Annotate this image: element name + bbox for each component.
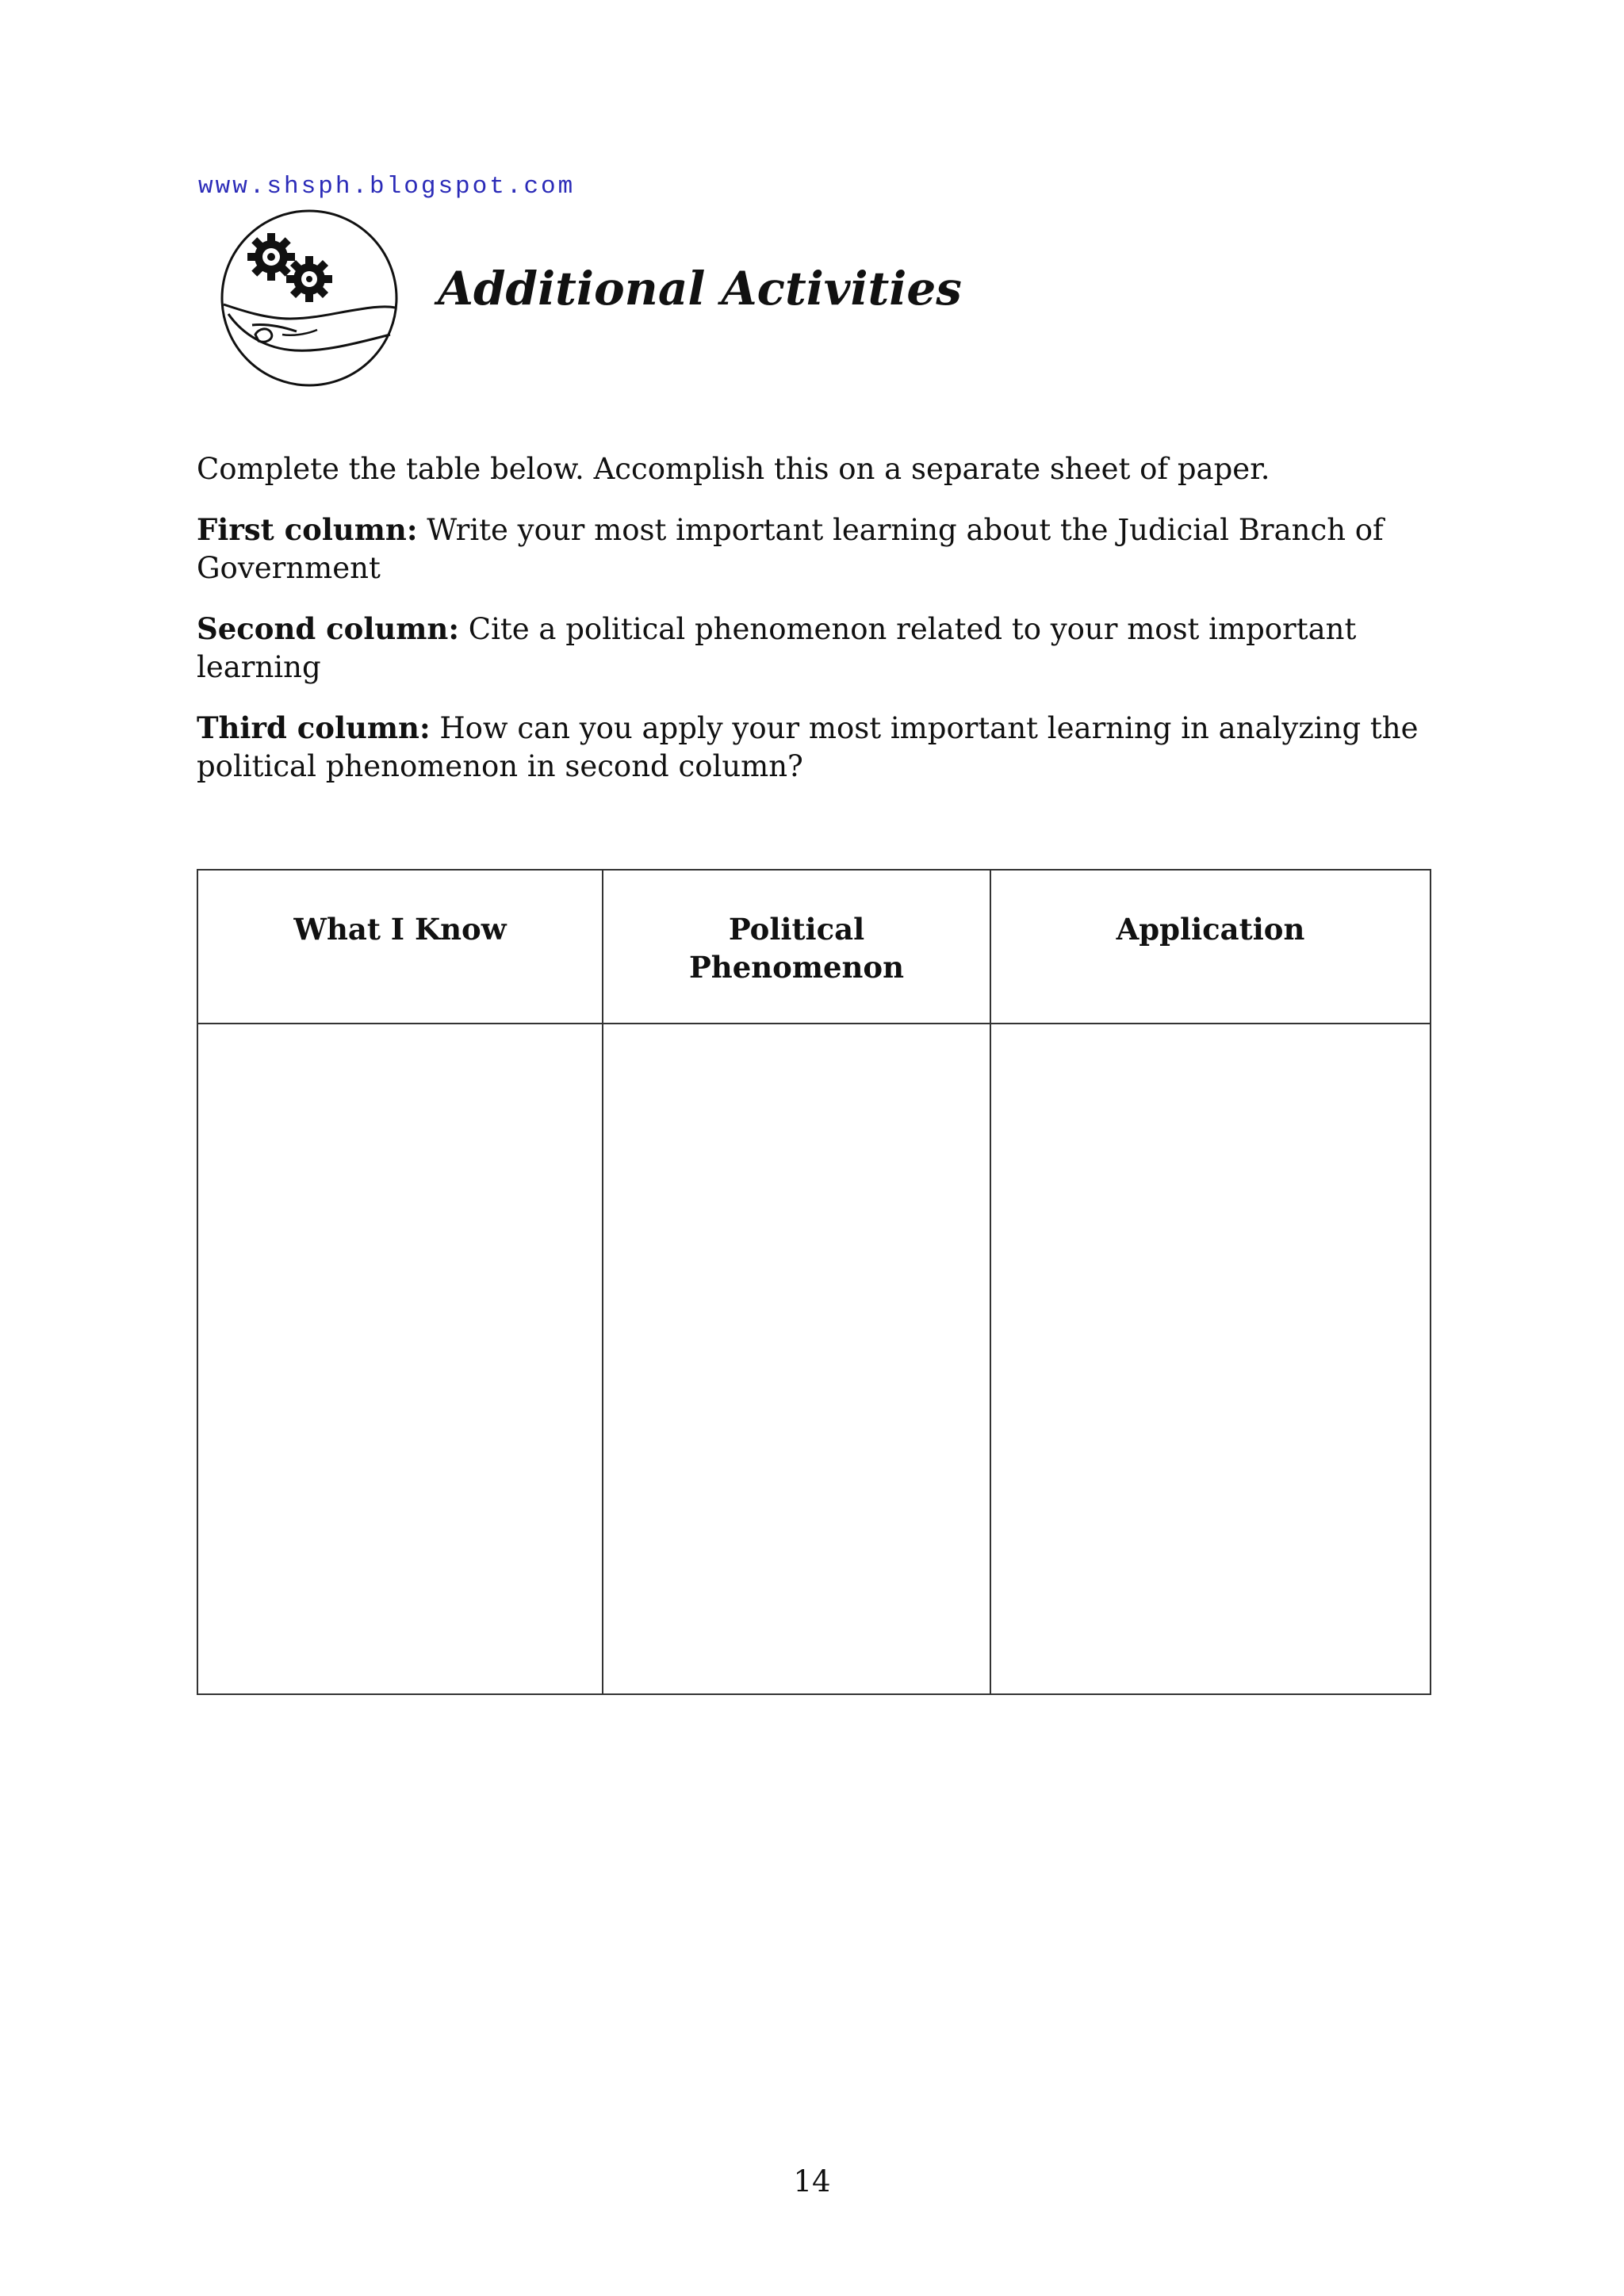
table-row [197,1024,1431,1694]
header-political-phenomenon: Political Phenomenon [603,870,990,1024]
instruction-first-column [197,511,1434,587]
instruction-label: Third column: [197,710,431,745]
instruction-label: First column: [197,512,418,547]
instruction-label: Second column: [197,611,459,646]
table-header-row [197,870,1431,1024]
instructions-intro: Complete the table below. Accomplish this on a separate sheet of paper. [197,452,1270,486]
watermark-url: www.shsph.blogspot.com [198,173,576,201]
page-number: 14 [793,2164,831,2198]
cell-political-phenomenon [603,1024,990,1694]
instruction-second-column [197,610,1434,687]
instruction-text: How can you apply your most important learning in analyzing the political phenomenon in second column? [197,711,1419,783]
header-what-i-know: What I Know [197,870,603,1024]
gears-in-hand-icon [219,208,400,388]
activity-table [197,869,1431,1695]
header-application: Application [990,870,1431,1024]
cell-application [990,1024,1431,1694]
cell-what-i-know [197,1024,603,1694]
instruction-text: Cite a political phenomenon related to your most important learning [197,612,1357,684]
instruction-third-column [197,709,1434,786]
instructions [197,450,1434,808]
section-title: Additional Activities [438,262,962,316]
instruction-text: Write your most important learning about the Judicial Branch of Government [197,513,1384,585]
